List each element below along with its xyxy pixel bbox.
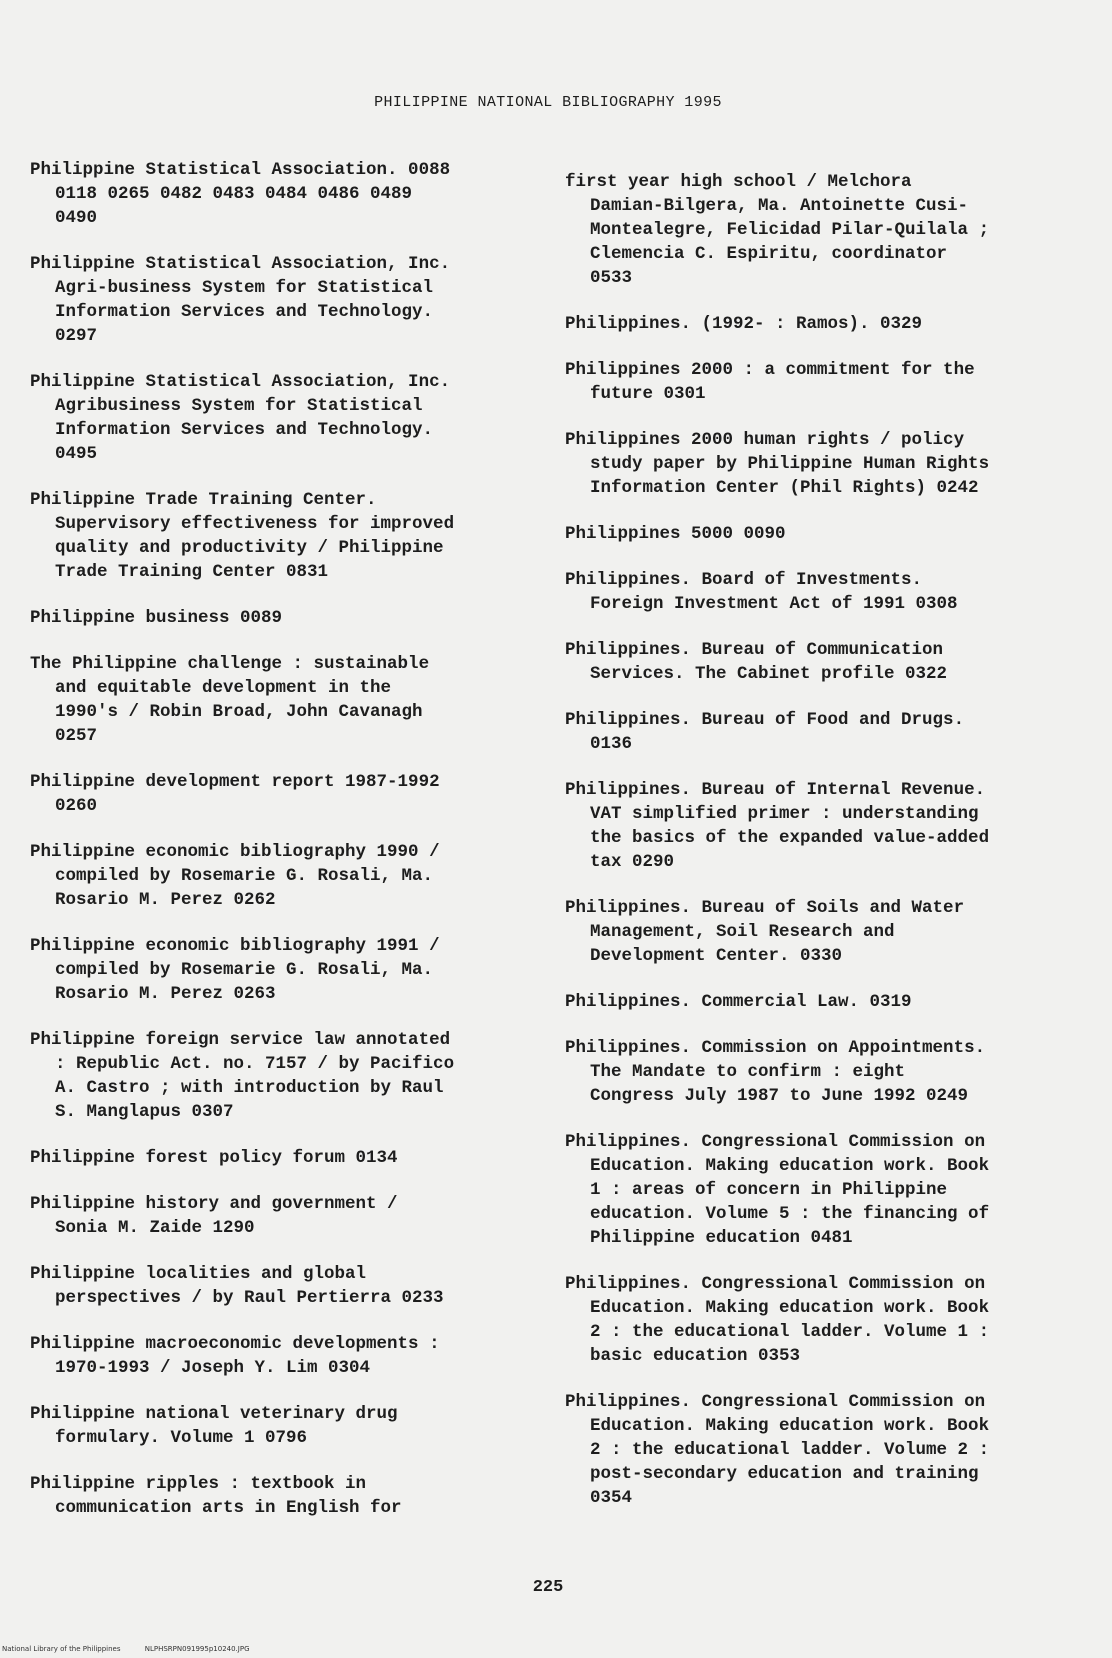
bibliography-entry: Philippine development report 1987-1992 0260 [30,772,440,816]
bibliography-entry: Philippine ripples : textbook in communication arts in English for [30,1474,402,1518]
bibliography-entry: Philippines. Bureau of Communication Services. The Cabinet profile 0322 [565,640,948,684]
bibliography-entry: Philippine Statistical Association, Inc. Agribusiness System for Statistical Information Services and Technology. 0495 [30,372,451,464]
bibliography-entry: Philippines. Board of Investments. Foreign Investment Act of 1991 0308 [565,570,958,614]
bibliography-entry: Philippines. Congressional Commission on Education. Making education work. Book 2 : the educational ladder. Volume 2 : post-secondary education and training 0354 [565,1392,990,1508]
bibliography-entry: Philippines. Congressional Commission on Education. Making education work. Book 1 : areas of concern in Philippine education. Volume 5 : the financing of Philippine education 0481 [565,1132,990,1248]
page-number: 225 [532,1578,564,1597]
bibliography-entry: The Philippine challenge : sustainable and equitable development in the 1990's / Robin Broad, John Cavanagh 0257 [30,654,430,746]
bibliography-entry: Philippine history and government / Sonia M. Zaide 1290 [30,1194,398,1238]
bibliography-entry: Philippine macroeconomic developments : 1970-1993 / Joseph Y. Lim 0304 [30,1334,440,1378]
bibliography-entry: Philippine economic bibliography 1990 / compiled by Rosemarie G. Rosali, Ma. Rosario M. Perez 0262 [30,842,440,910]
right-column [565,170,1065,1532]
bibliography-entry: Philippine Statistical Association, Inc. Agri-business System for Statistical Information Services and Technology. 0297 [30,254,451,346]
bibliography-entry: Philippine economic bibliography 1991 / compiled by Rosemarie G. Rosali, Ma. Rosario M. Perez 0263 [30,936,440,1004]
bibliography-entry: Philippine forest policy forum 0134 [30,1148,398,1168]
bibliography-entry: Philippines. Congressional Commission on Education. Making education work. Book 2 : the educational ladder. Volume 1 : basic education 0353 [565,1274,990,1366]
bibliography-entry: Philippine localities and global perspectives / by Raul Pertierra 0233 [30,1264,444,1308]
left-column [30,158,530,1542]
bibliography-entry: Philippines. (1992- : Ramos). 0329 [565,314,923,334]
bibliography-entry: Philippines 2000 : a commitment for the future 0301 [565,360,975,404]
bibliography-entry: Philippines. Commercial Law. 0319 [565,992,912,1012]
bibliography-entry: Philippine business 0089 [30,608,283,628]
bibliography-entry: Philippines 2000 human rights / policy study paper by Philippine Human Rights Information Center (Phil Rights) 0242 [565,430,990,498]
bibliography-entry: Philippines. Bureau of Food and Drugs. 0136 [565,710,965,754]
bibliography-entry: first year high school / Melchora Damian-Bilgera, Ma. Antoinette Cusi- Montealegre, Felicidad Pilar-Quilala ; Clemencia C. Espiritu, coordinator 0533 [565,172,990,288]
bibliography-entry: Philippine Statistical Association. 0088 0118 0265 0482 0483 0484 0486 0489 0490 [30,160,451,228]
bibliography-entry: Philippines. Commission on Appointments. The Mandate to confirm : eight Congress July 1987 to June 1992 0249 [565,1038,986,1106]
footer-library: National Library of the Philippines [2,1645,121,1653]
footer-file: NLPHSRPN091995p10240.JPG [144,1645,250,1653]
bibliography-entry: Philippine national veterinary drug formulary. Volume 1 0796 [30,1404,398,1448]
bibliography-entry: Philippines 5000 0090 [565,524,786,544]
bibliography-entry: Philippines. Bureau of Soils and Water Management, Soil Research and Development Center. 0330 [565,898,965,966]
bibliography-entry: Philippine foreign service law annotated : Republic Act. no. 7157 / by Pacifico A. Castro ; with introduction by Raul S. Manglapus 0307 [30,1030,455,1122]
bibliography-entry: Philippine Trade Training Center. Supervisory effectiveness for improved quality and productivity / Philippine Trade Training Center 0831 [30,490,455,582]
bibliography-entry: Philippines. Bureau of Internal Revenue. VAT simplified primer : understanding the basics of the expanded value-added tax 0290 [565,780,990,872]
page-title: PHILIPPINE NATIONAL BIBLIOGRAPHY 1995 [374,94,722,111]
scan-footer [2,1645,272,1653]
